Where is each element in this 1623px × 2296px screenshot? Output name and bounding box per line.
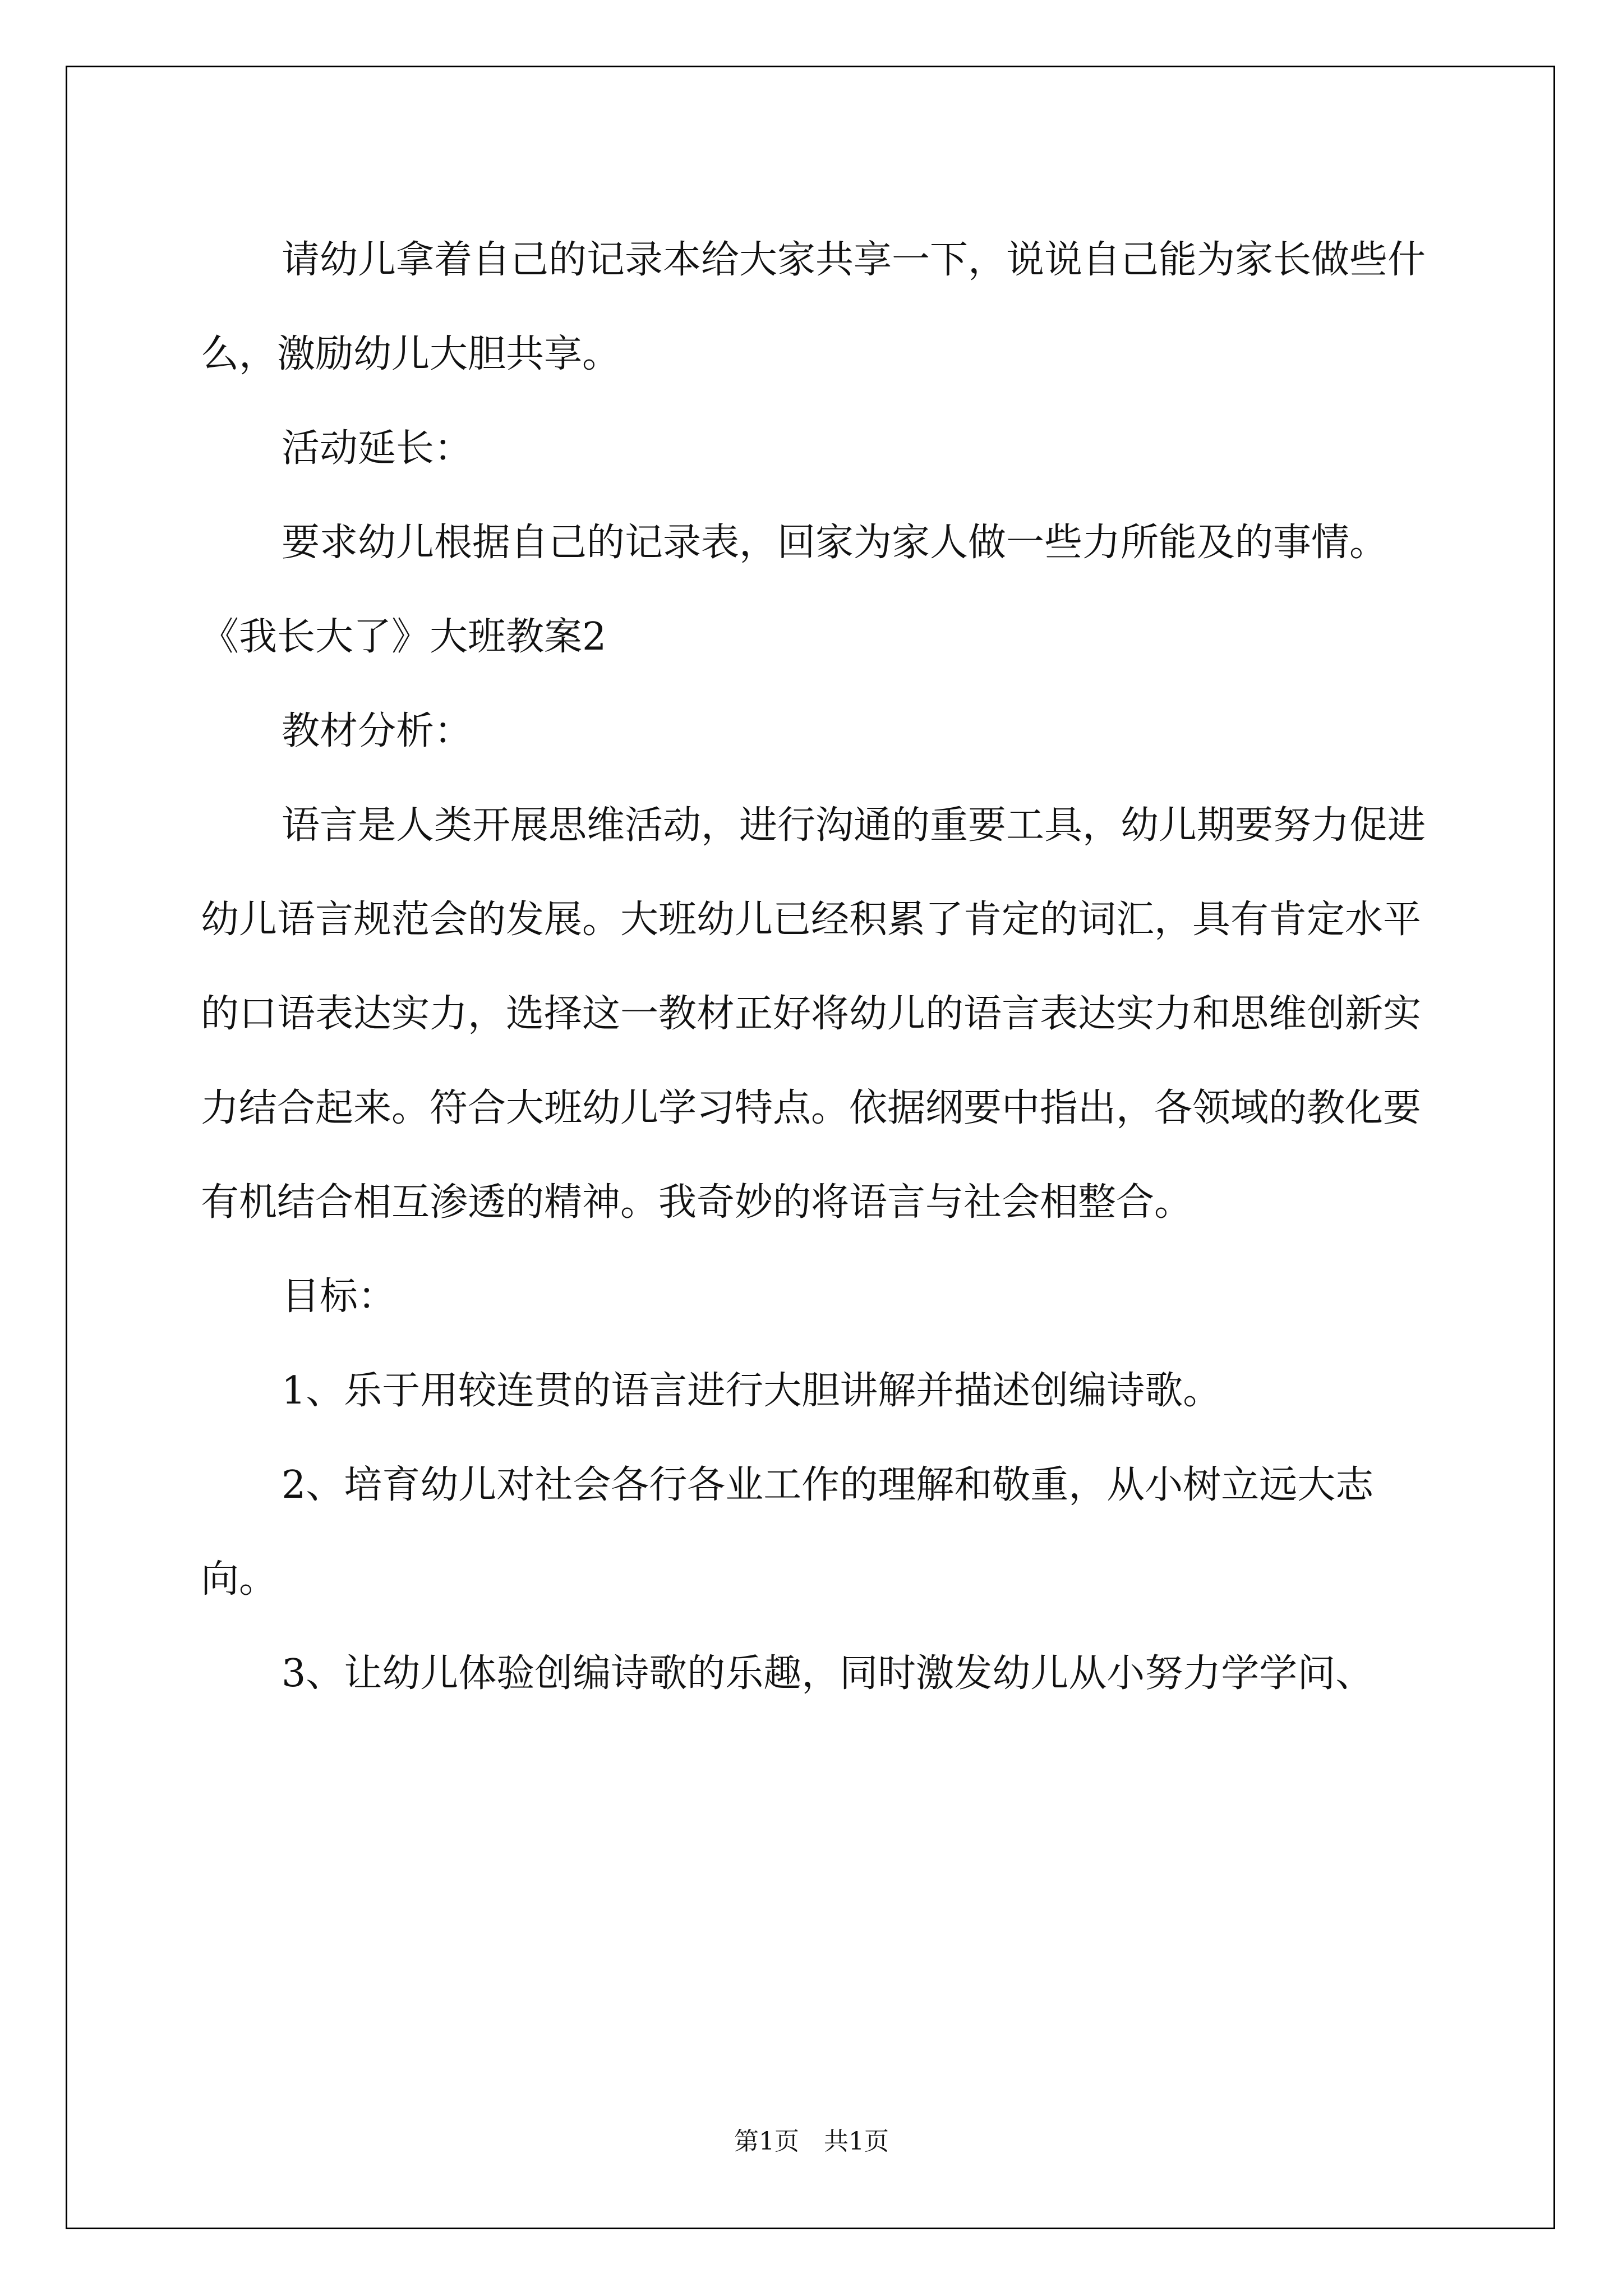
goal-item-3: 3、让幼儿体验创编诗歌的乐趣，同时激发幼儿从小努力学学问、 <box>282 1651 1374 1696</box>
heading-goals: 目标： <box>282 1274 396 1319</box>
lesson-title: 《我长大了》大班教案2 <box>201 615 607 659</box>
paragraph-material-analysis: 语言是人类开展思维活动，进行沟通的重要工具，幼儿期要努力促进幼儿语言规范会的发展。大班幼儿已经积累了肯定的词汇，具有肯定水平的口语表达实力，选择这一教材正好将幼儿的语言表达实力和思维创新实力结合起来。符合大班幼儿学习特点。依据纲要中指出，各领域的教化要有机结合相互渗透的精神。我奇妙的将语言与社会相整合。 <box>201 803 1426 1225</box>
document-body <box>201 213 1429 1721</box>
heading-material-analysis: 教材分析： <box>282 709 473 753</box>
paragraph-share-record: 请幼儿拿着自己的记录本给大家共享一下，说说自己能为家长做些什么，激励幼儿大胆共享。 <box>201 238 1426 376</box>
paragraph-extension-task: 要求幼儿根据自己的记录表，回家为家人做一些力所能及的事情。 <box>282 521 1388 565</box>
page-footer: 第1页 共1页 <box>734 2127 889 2156</box>
goal-item-2: 2、培育幼儿对社会各行各业工作的理解和敬重，从小树立远大志向。 <box>201 1463 1374 1602</box>
heading-activity-extension: 活动延长： <box>282 426 473 471</box>
goal-item-1: 1、乐于用较连贯的语言进行大胆讲解并描述创编诗歌。 <box>282 1369 1221 1413</box>
